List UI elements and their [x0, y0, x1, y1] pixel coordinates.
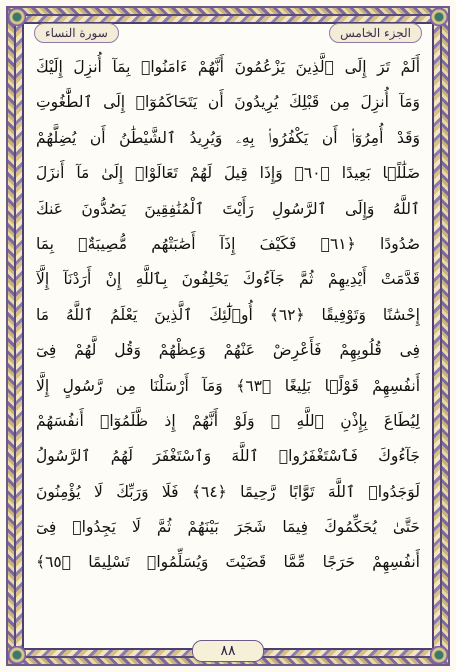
page-number: ٨٨ — [192, 640, 264, 662]
text-line: حَتَّىٰ يُحَكِّمُوكَ فِيمَا شَجَرَ بَيْنَهُمْ ثُمَّ لَا يَجِدُوا۟ فِىٓ — [36, 518, 420, 537]
text-line: إِحْسَٰنًا وَتَوْفِيقًا ﴿٦٢﴾ أُو۟لَٰٓئِكَ ٱلَّذِينَ يَعْلَمُ ٱللَّهُ مَا — [36, 305, 420, 324]
text-line: قَدَّمَتْ أَيْدِيهِمْ ثُمَّ جَآءُوكَ يَحْلِفُونَ بِٱللَّهِ إِنْ أَرَدْنَآ إِلَّآ — [36, 270, 420, 289]
juz-name: الجزء الخامس — [329, 23, 422, 43]
text-line: أَلَمْ تَرَ إِلَى ٱلَّذِينَ يَزْعُمُونَ أَنَّهُمْ ءَامَنُوا۟ بِمَآ أُنزِلَ إِلَيْكَ — [36, 58, 420, 76]
text-line: ٱللَّهُ وَإِلَى ٱلرَّسُولِ رَأَيْتَ ٱلْمُنَٰفِقِينَ يَصُدُّونَ عَنكَ — [36, 199, 420, 218]
text-line: لَوَجَدُوا۟ ٱللَّهَ تَوَّابًا رَّحِيمًا ﴿٦٤﴾ فَلَا وَرَبِّكَ لَا يُؤْمِنُونَ — [36, 482, 420, 501]
page-header — [22, 22, 434, 44]
text-line: لِيُطَاعَ بِإِذْنِ ٱللَّهِ ۚ وَلَوْ أَنَّهُمْ إِذ ظَّلَمُوٓا۟ أَنفُسَهُمْ — [36, 411, 420, 430]
text-line: ضَلَٰلًۢا بَعِيدًا ﴿٦٠﴾ وَإِذَا قِيلَ لَهُمْ تَعَالَوْا۟ إِلَىٰ مَآ أَنزَلَ — [36, 164, 420, 183]
text-line: وَقَدْ أُمِرُوٓا۟ أَن يَكْفُرُوا۟ بِهِۦ وَيُرِيدُ ٱلشَّيْطَٰنُ أَن يُضِلَّهُمْ — [36, 128, 420, 147]
text-line: أَنفُسِهِمْ حَرَجًا مِّمَّا قَضَيْتَ وَيُسَلِّمُوا۟ تَسْلِيمًا ﴿٦٥﴾ — [36, 553, 420, 572]
text-line: وَمَآ أُنزِلَ مِن قَبْلِكَ يُرِيدُونَ أَن يَتَحَاكَمُوٓا۟ إِلَى ٱلطَّٰغُوتِ — [36, 93, 420, 112]
text-line: أَنفُسِهِمْ قَوْلًۢا بَلِيغًا ﴿٦٣﴾ وَمَآ أَرْسَلْنَا مِن رَّسُولٍ إِلَّا — [36, 376, 420, 395]
verse-text-block — [36, 50, 420, 622]
text-line: فِى قُلُوبِهِمْ فَأَعْرِضْ عَنْهُمْ وَعِظْهُمْ وَقُل لَّهُمْ فِىٓ — [36, 341, 420, 360]
text-line: جَآءُوكَ فَٱسْتَغْفَرُوا۟ ٱللَّهَ وَٱسْتَغْفَرَ لَهُمُ ٱلرَّسُولُ — [36, 447, 420, 466]
page-footer — [0, 636, 456, 666]
surah-name: سورة النساء — [34, 23, 119, 43]
text-line: صُدُودًا ﴿٦١﴾ فَكَيْفَ إِذَآ أَصَٰبَتْهُم مُّصِيبَةٌۢ بِمَا — [36, 234, 420, 253]
